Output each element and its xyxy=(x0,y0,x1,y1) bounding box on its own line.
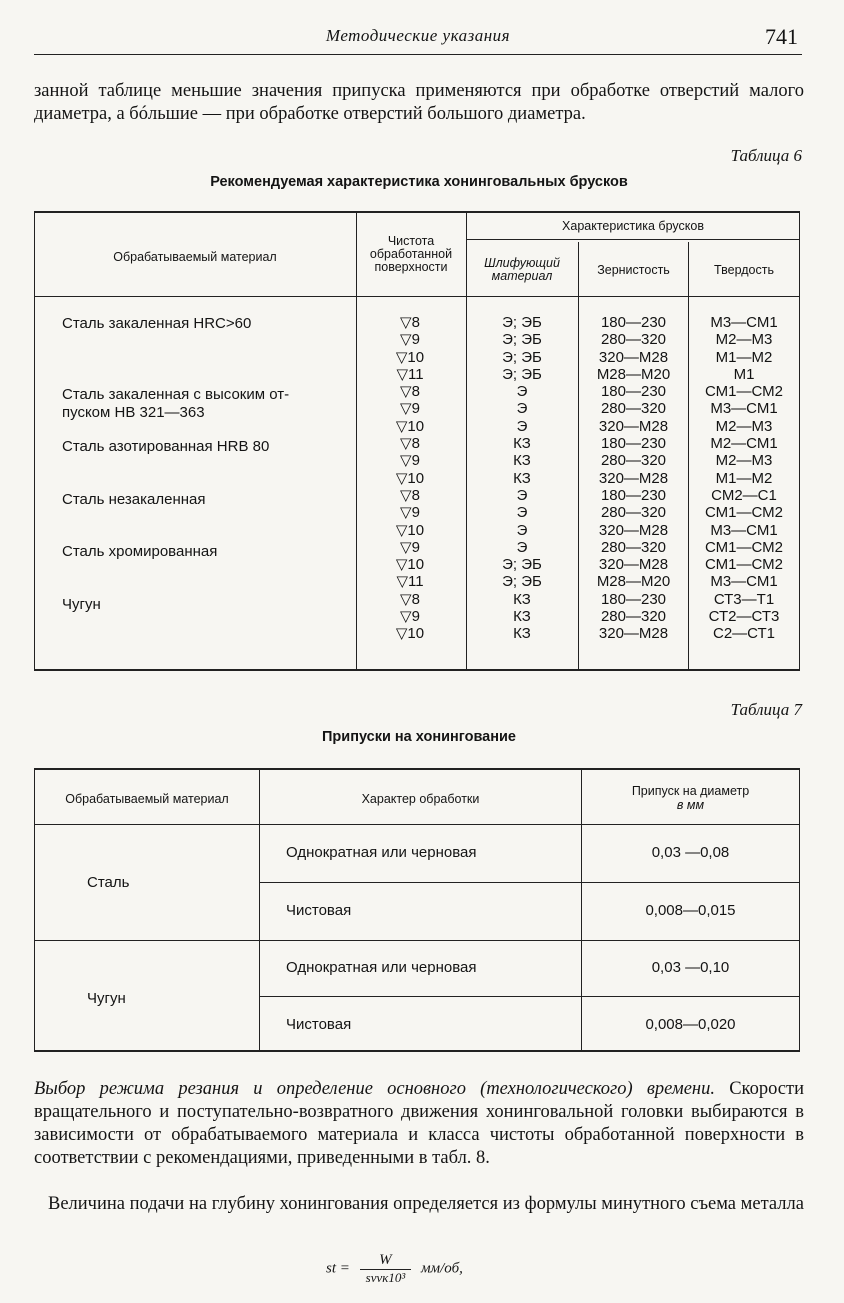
table-cell: ▽8 xyxy=(400,383,420,401)
table-cell: М3—СМ1 xyxy=(710,314,778,331)
table-cell: Э xyxy=(516,383,528,401)
table-cell: М3—СМ1 xyxy=(710,400,778,418)
table-cell: М1—М2 xyxy=(715,348,773,366)
table-cell: М3—СМ1 xyxy=(710,521,778,539)
table-cell: Э; ЭБ xyxy=(502,348,542,366)
table-cell: Чистовая xyxy=(286,1016,352,1033)
table-cell: 280—320 xyxy=(600,331,667,349)
table-cell: ▽10 xyxy=(395,469,425,487)
table-cell: 320—М28 xyxy=(598,556,669,574)
table-cell: 180—230 xyxy=(600,314,667,331)
t6-col-hardness xyxy=(689,314,799,643)
t7-header-material: Обрабатываемый материал xyxy=(65,792,229,806)
section-heading: Выбор режима резания и определение основного (технологического) времени. xyxy=(34,1079,715,1099)
table-cell: ▽11 xyxy=(396,365,424,383)
table-cell: Чистовая xyxy=(286,902,352,919)
table-cell: Однократная или черновая xyxy=(286,844,477,861)
table-cell: 180—230 xyxy=(600,590,667,608)
table-cell: ▽9 xyxy=(400,504,420,522)
table-cell: КЗ xyxy=(513,608,531,626)
t6-header-surface: Чистота обработанной поверхности xyxy=(369,234,453,274)
table-cell: 280—320 xyxy=(600,504,667,522)
table7 xyxy=(34,768,800,1052)
t7-header-process: Характер обработки xyxy=(361,792,480,806)
table-cell: КЗ xyxy=(513,452,531,470)
table-cell: 0,008—0,020 xyxy=(645,1016,736,1033)
table-cell: ▽9 xyxy=(400,452,420,470)
table7-number: Таблица 7 xyxy=(730,700,802,719)
table-cell: М1—М2 xyxy=(715,469,773,487)
table-cell: ▽8 xyxy=(400,435,420,453)
table-cell: 180—230 xyxy=(600,383,667,401)
t6-material-tempered-steel: Сталь закаленная с высоким от- пуском HB 321—363 xyxy=(62,386,290,421)
table-cell: ▽10 xyxy=(395,417,425,435)
table6-title: Рекомендуемая характеристика хонинговальных брусков xyxy=(210,174,628,190)
table-cell: ▽8 xyxy=(400,590,420,608)
formula-denominator: svvк10³ xyxy=(365,1270,406,1285)
t6-header-bar-group: Характеристика брусков xyxy=(562,219,704,233)
t7-header-allowance: Припуск на диаметр в мм xyxy=(631,784,750,812)
table-cell: СМ1—СМ2 xyxy=(704,538,783,556)
table-cell: 180—230 xyxy=(600,486,667,504)
table-cell: СТ3—Т1 xyxy=(713,590,775,608)
t6-material-cast-iron: Чугун xyxy=(62,596,101,613)
section-paragraph xyxy=(34,1078,804,1170)
running-header xyxy=(34,24,802,55)
table-cell: СМ1—СМ2 xyxy=(704,556,783,574)
t6-col-abrasive xyxy=(467,314,577,643)
t6-header-material: Обрабатываемый материал xyxy=(113,250,277,264)
table-cell: 320—М28 xyxy=(598,521,669,539)
table-cell: Э xyxy=(516,486,528,504)
table-cell: 180—230 xyxy=(600,435,667,453)
table-cell: ▽10 xyxy=(395,521,425,539)
table-cell: 0,03 —0,08 xyxy=(651,844,730,861)
table-cell: 320—М28 xyxy=(598,417,669,435)
table-cell: 280—320 xyxy=(600,608,667,626)
table-cell: 0,008—0,015 xyxy=(645,902,736,919)
table-cell: М28—М20 xyxy=(596,573,671,591)
table-cell: Э; ЭБ xyxy=(502,556,542,574)
table-cell: 0,03 —0,10 xyxy=(651,959,730,976)
table-cell: М3—СМ1 xyxy=(710,573,778,591)
table-cell: М28—М20 xyxy=(596,365,671,383)
table-cell: М2—М3 xyxy=(715,417,773,435)
table-cell: Э; ЭБ xyxy=(502,573,542,591)
formula-fraction xyxy=(360,1252,412,1286)
table6 xyxy=(34,211,800,671)
table-cell: ▽9 xyxy=(400,538,420,556)
formula-lhs: st = xyxy=(326,1260,350,1277)
t6-header-hardness: Твердость xyxy=(714,263,774,277)
table-cell: КЗ xyxy=(513,469,531,487)
intro-paragraph: занной таблице меньшие значения припуска применяются при обработке отверстий малого диаметра, а бóльшие — при обработке отверстий большого диаметра. xyxy=(34,81,804,124)
formula-numerator: W xyxy=(360,1252,412,1270)
table-cell: ▽11 xyxy=(396,573,424,591)
t6-material-nitrided-steel: Сталь азотированная HRB 80 xyxy=(62,438,270,455)
table7-title: Припуски на хонингование xyxy=(322,729,516,745)
table-cell: Э; ЭБ xyxy=(502,331,542,349)
table-cell: КЗ xyxy=(513,625,531,643)
table-cell: Э xyxy=(516,504,528,522)
formula-unit: мм/об, xyxy=(420,1260,463,1277)
t6-col-surface-class xyxy=(375,314,445,643)
table-cell: ▽10 xyxy=(395,556,425,574)
t6-col-grit xyxy=(579,314,688,643)
table-cell: 320—М28 xyxy=(598,625,669,643)
table-cell: ▽9 xyxy=(400,331,420,349)
feed-formula xyxy=(326,1252,463,1286)
table-cell: ▽10 xyxy=(395,348,425,366)
table-cell: Э xyxy=(516,400,528,418)
table-cell: Э; ЭБ xyxy=(502,365,542,383)
t6-header-grit: Зернистость xyxy=(597,263,670,277)
table-cell: М2—М3 xyxy=(715,452,773,470)
table-cell: 320—М28 xyxy=(598,348,669,366)
table-cell: СМ1—СМ2 xyxy=(704,504,783,522)
table-cell: Э; ЭБ xyxy=(502,314,542,331)
table-cell: Э xyxy=(516,521,528,539)
table-cell: ▽8 xyxy=(400,314,420,331)
table-cell: СМ1—СМ2 xyxy=(704,383,783,401)
page-number: 741 xyxy=(765,24,798,49)
table-cell: 280—320 xyxy=(600,538,667,556)
table-cell: 280—320 xyxy=(600,400,667,418)
t7-material-cast-iron: Чугун xyxy=(87,990,126,1007)
table-cell: КЗ xyxy=(513,590,531,608)
table-cell: 280—320 xyxy=(600,452,667,470)
table-cell: Однократная или черновая xyxy=(286,959,477,976)
table6-number: Таблица 6 xyxy=(730,146,802,165)
table-cell: ▽10 xyxy=(395,625,425,643)
table-cell: КЗ xyxy=(513,435,531,453)
table-cell: С2—СТ1 xyxy=(712,625,775,643)
table-cell: Э xyxy=(516,538,528,556)
t6-material-hardened-steel: Сталь закаленная HRC>60 xyxy=(62,315,252,332)
table-cell: М1 xyxy=(733,365,755,383)
table-cell: СМ2—С1 xyxy=(711,486,777,504)
table-cell: М2—М3 xyxy=(715,331,773,349)
table-cell: Э xyxy=(516,417,528,435)
section-text: Скорости вращательного и поступательно-возвратного движения хонинговальной головки выбираются в зависимости от обрабатываемого материала и класса чистоты обработанной поверхности в соответствии с рекомендациями, приведенными в табл. 8. xyxy=(34,1079,804,1168)
table-cell: 320—М28 xyxy=(598,469,669,487)
table-cell: ▽9 xyxy=(400,608,420,626)
t7-material-steel: Сталь xyxy=(87,874,130,891)
table-cell: ▽9 xyxy=(400,400,420,418)
table-cell: М2—СМ1 xyxy=(710,435,778,453)
t6-material-unhardened-steel: Сталь незакаленная xyxy=(62,491,206,508)
feed-paragraph: Величина подачи на глубину хонингования определяется из формулы минутного съема металла xyxy=(48,1194,804,1214)
table-cell: ▽8 xyxy=(400,486,420,504)
t6-header-abrasive: Шлифующий материал xyxy=(484,256,560,283)
t6-material-chrome-steel: Сталь хромированная xyxy=(62,543,218,560)
running-title: Методические указания xyxy=(325,26,511,45)
table-cell: СТ2—СТ3 xyxy=(708,608,780,626)
